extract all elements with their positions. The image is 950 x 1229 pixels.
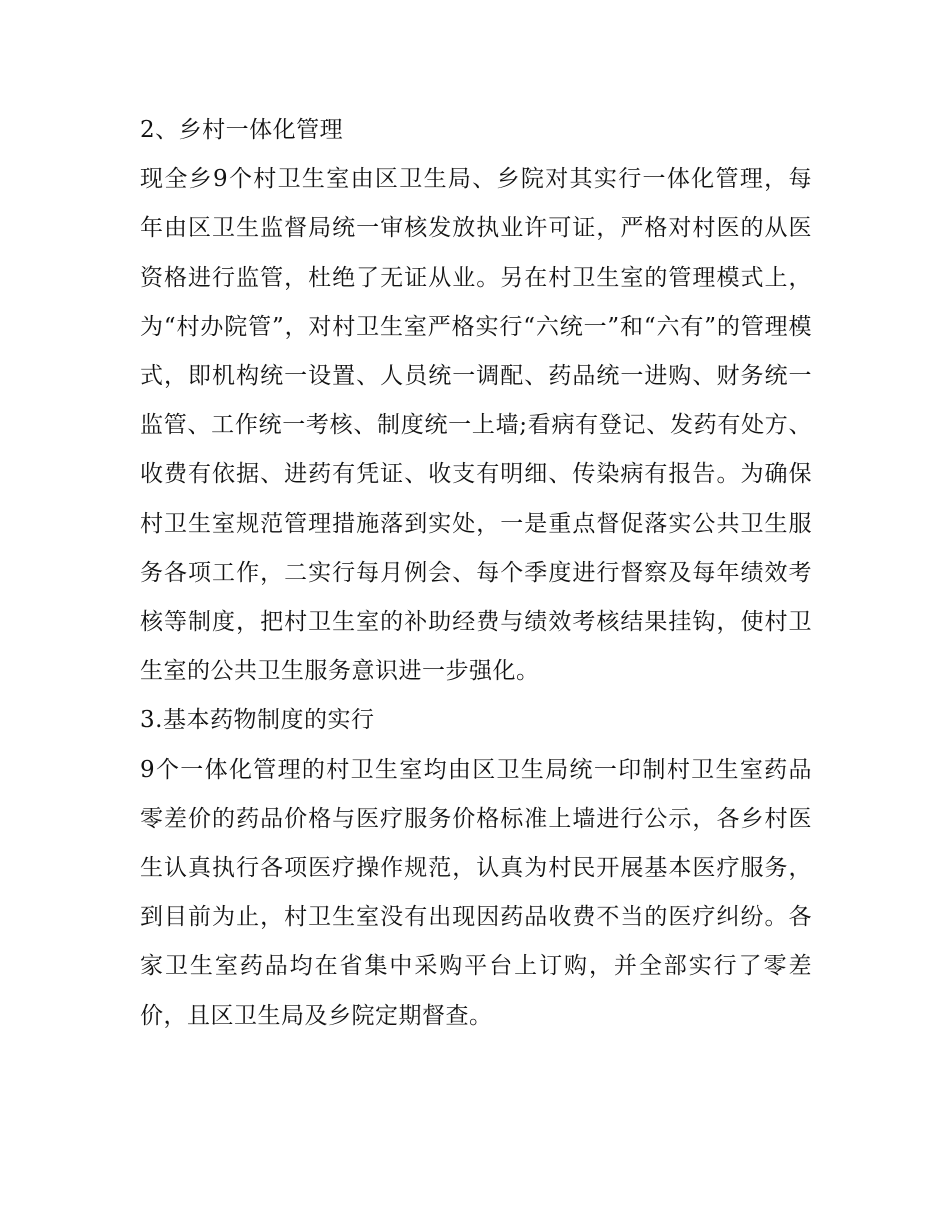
section-heading-rural-integration: 2、乡村一体化管理 <box>140 117 344 143</box>
section-body-essential-drugs: 9个一体化管理的村卫生室均由区卫生局统一印制村卫生室药品零差价的药品价格与医疗服务价格标准上墙进行公示，各乡村医生认真执行各项医疗操作规范，认真为村民开展基本医疗服务，到目前为止，村卫生室没有出现因药品收费不当的医疗纠纷。各家卫生室药品均在省集中采购平台上订购，并全部实行了零差价，且区卫生局及乡院定期督查。 <box>140 756 812 1029</box>
section-body-rural-integration: 现全乡9个村卫生室由区卫生局、乡院对其实行一体化管理，每年由区卫生监督局统一审核发放执业许可证，严格对村医的从医资格进行监管，杜绝了无证从业。另在村卫生室的管理模式上，为“村办院管”，对村卫生室严格实行“六统一”和“六有”的管理模式，即机构统一设置、人员统一调配、药品统一进购、财务统一监管、工作统一考核、制度统一上墙;看病有登记、发药有处方、收费有依据、进药有凭证、收支有明细、传染病有报告。为确保村卫生室规范管理措施落到实处，一是重点督促落实公共卫生服务各项工作，二实行每月例会、每个季度进行督察及每年绩效考核等制度，把村卫生室的补助经费与绩效考核结果挂钩，使村卫生室的公共卫生服务意识进一步强化。 <box>140 166 812 685</box>
section-heading-essential-drugs: 3.基本药物制度的实行 <box>140 707 375 734</box>
document-page <box>140 106 812 1041</box>
